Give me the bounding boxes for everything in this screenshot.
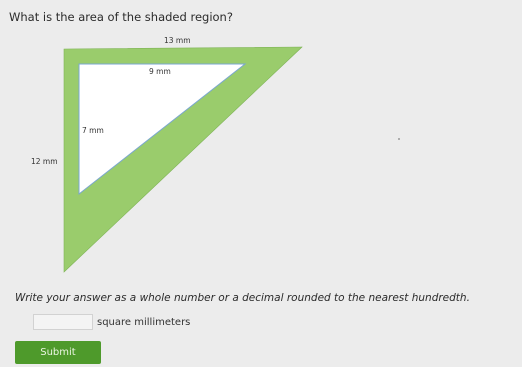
question-text: What is the area of the shaded region?	[9, 10, 233, 24]
inner-top-label: 9 mm	[149, 67, 171, 76]
answer-input[interactable]	[33, 314, 93, 330]
outer-top-label: 13 mm	[164, 36, 191, 45]
submit-button[interactable]: Submit	[15, 341, 101, 364]
unit-label: square millimeters	[97, 316, 191, 328]
outer-left-label: 12 mm	[31, 157, 58, 166]
stray-dot	[398, 138, 400, 140]
answer-row	[33, 314, 190, 330]
instruction-text: Write your answer as a whole number or a decimal rounded to the nearest hundredth.	[15, 292, 470, 304]
inner-left-label: 7 mm	[82, 126, 104, 135]
